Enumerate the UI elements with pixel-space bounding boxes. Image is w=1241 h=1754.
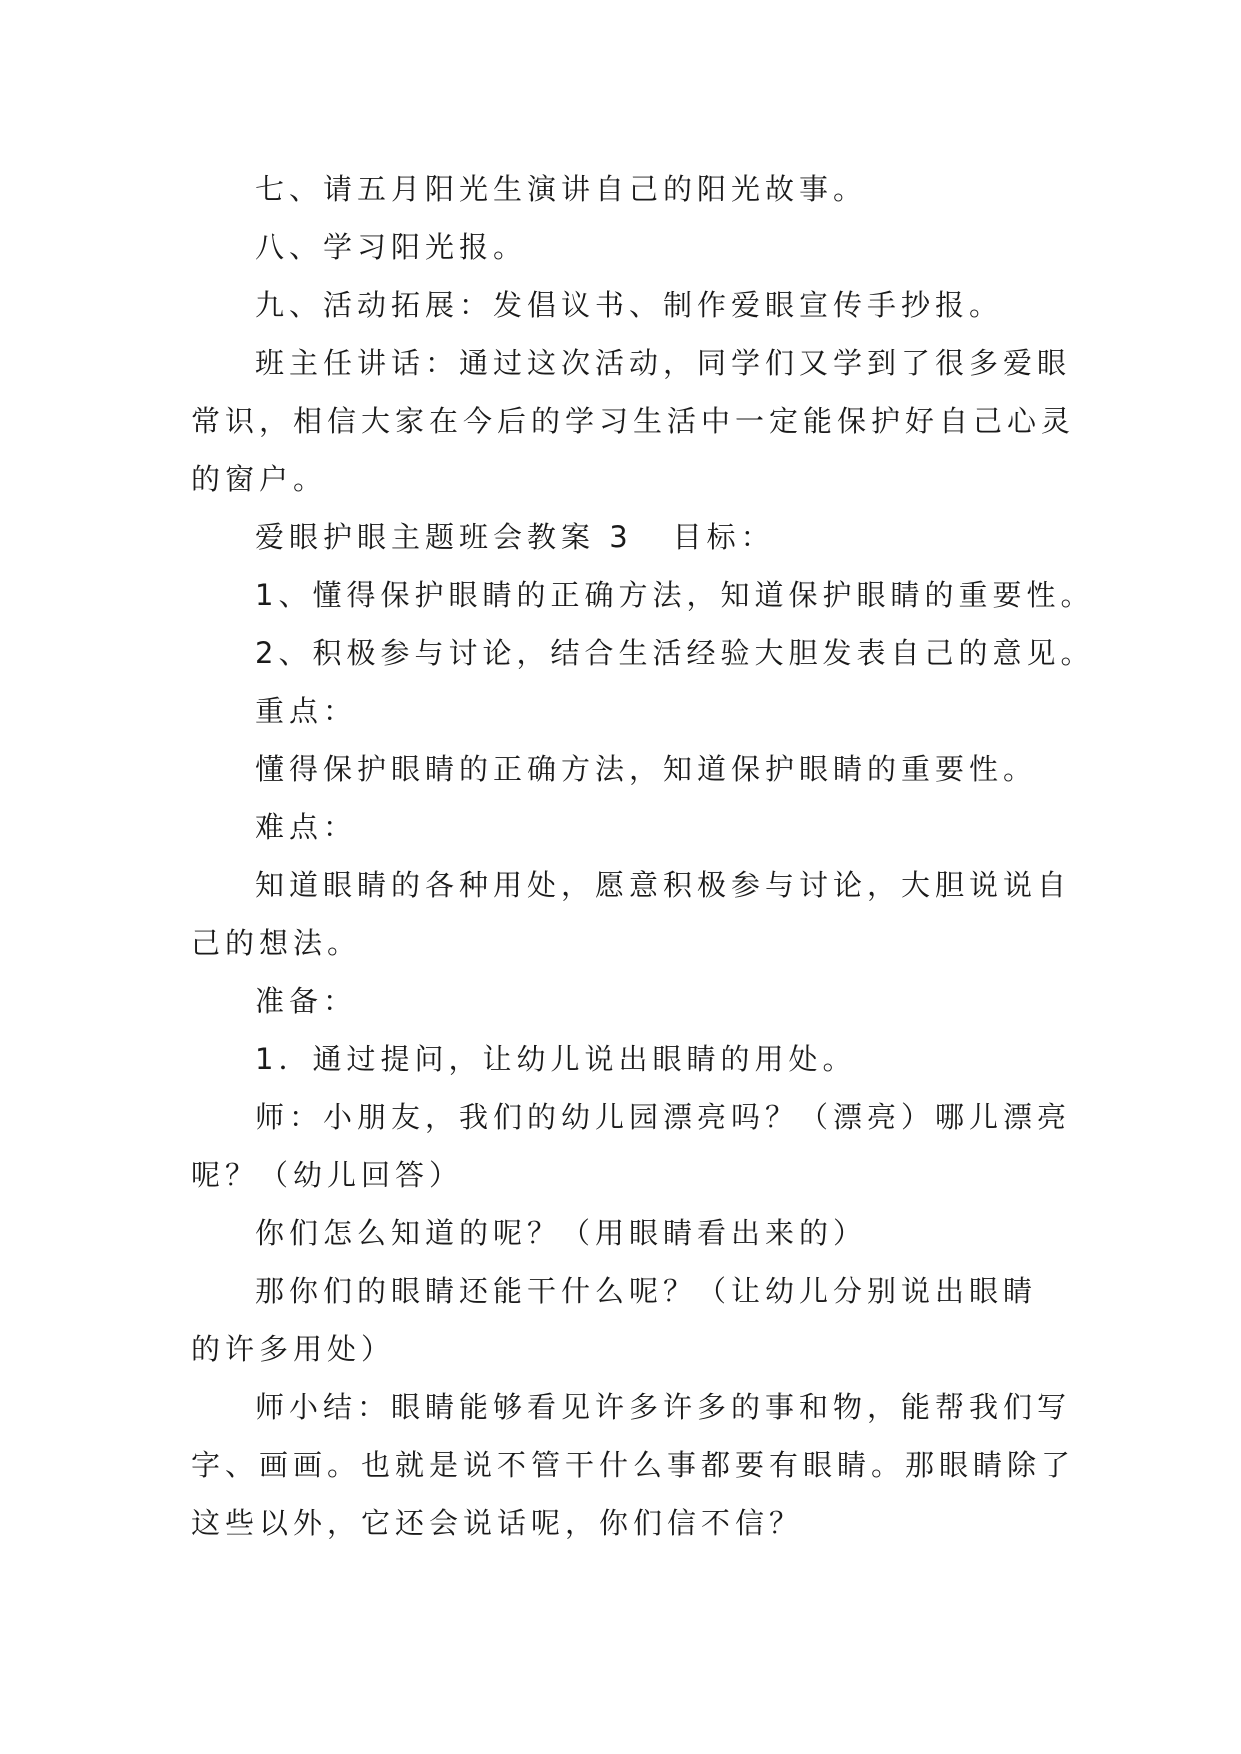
paragraph-line: 己的想法。 (191, 926, 362, 960)
key-point-label: 重点： (255, 694, 358, 728)
paragraph-item-9: 九、活动拓展：发倡议书、制作爱眼宣传手抄报。 (255, 288, 1004, 322)
goal-item-2: 2、积极参与讨论，结合生活经验大胆发表自己的意见。 (255, 636, 1095, 670)
document-body (191, 160, 1095, 1552)
dialogue-question-2 (191, 1262, 1091, 1378)
paragraph-line: 那你们的眼睛还能干什么呢？（让幼儿分别说出眼睛 (255, 1274, 1038, 1308)
paragraph-item-8: 八、学习阳光报。 (255, 230, 528, 264)
section-subtitle: 目标： (672, 520, 775, 554)
section-title: 爱眼护眼主题班会教案 3 (255, 520, 633, 554)
section-heading (191, 508, 1091, 566)
paragraph-line: 师小结：眼睛能够看见许多许多的事和物，能帮我们写 (255, 1390, 1072, 1424)
goal-item-1: 1、懂得保护眼睛的正确方法，知道保护眼睛的重要性。 (255, 578, 1095, 612)
paragraph-line: 这些以外，它还会说话呢，你们信不信？ (191, 1506, 804, 1540)
paragraph-line: 呢？（幼儿回答） (191, 1158, 464, 1192)
paragraph-line: 常识，相信大家在今后的学习生活中一定能保护好自己心灵 (191, 404, 1076, 438)
teacher-summary (191, 1378, 1091, 1552)
paragraph-line: 班主任讲话：通过这次活动，同学们又学到了很多爱眼 (255, 346, 1072, 380)
preparation-label: 准备： (255, 984, 358, 1018)
difficulty-text (191, 856, 1091, 972)
paragraph-item-7: 七、请五月阳光生演讲自己的阳光故事。 (255, 172, 868, 206)
difficulty-label: 难点： (255, 810, 358, 844)
step-item-1: 1．通过提问，让幼儿说出眼睛的用处。 (255, 1042, 857, 1076)
paragraph-line: 的窗户。 (191, 462, 328, 496)
paragraph-line: 的许多用处） (191, 1332, 396, 1366)
paragraph-line: 知道眼睛的各种用处，愿意积极参与讨论，大胆说说自 (255, 868, 1072, 902)
dialogue-teacher-question (191, 1088, 1091, 1204)
dialogue-question: 你们怎么知道的呢？（用眼睛看出来的） (255, 1216, 868, 1250)
paragraph-line: 师：小朋友，我们的幼儿园漂亮吗？（漂亮）哪儿漂亮 (255, 1100, 1072, 1134)
paragraph-line: 字、画画。也就是说不管干什么事都要有眼睛。那眼睛除了 (191, 1448, 1076, 1482)
paragraph-teacher-speech (191, 334, 1091, 508)
key-point-text: 懂得保护眼睛的正确方法，知道保护眼睛的重要性。 (255, 752, 1038, 786)
